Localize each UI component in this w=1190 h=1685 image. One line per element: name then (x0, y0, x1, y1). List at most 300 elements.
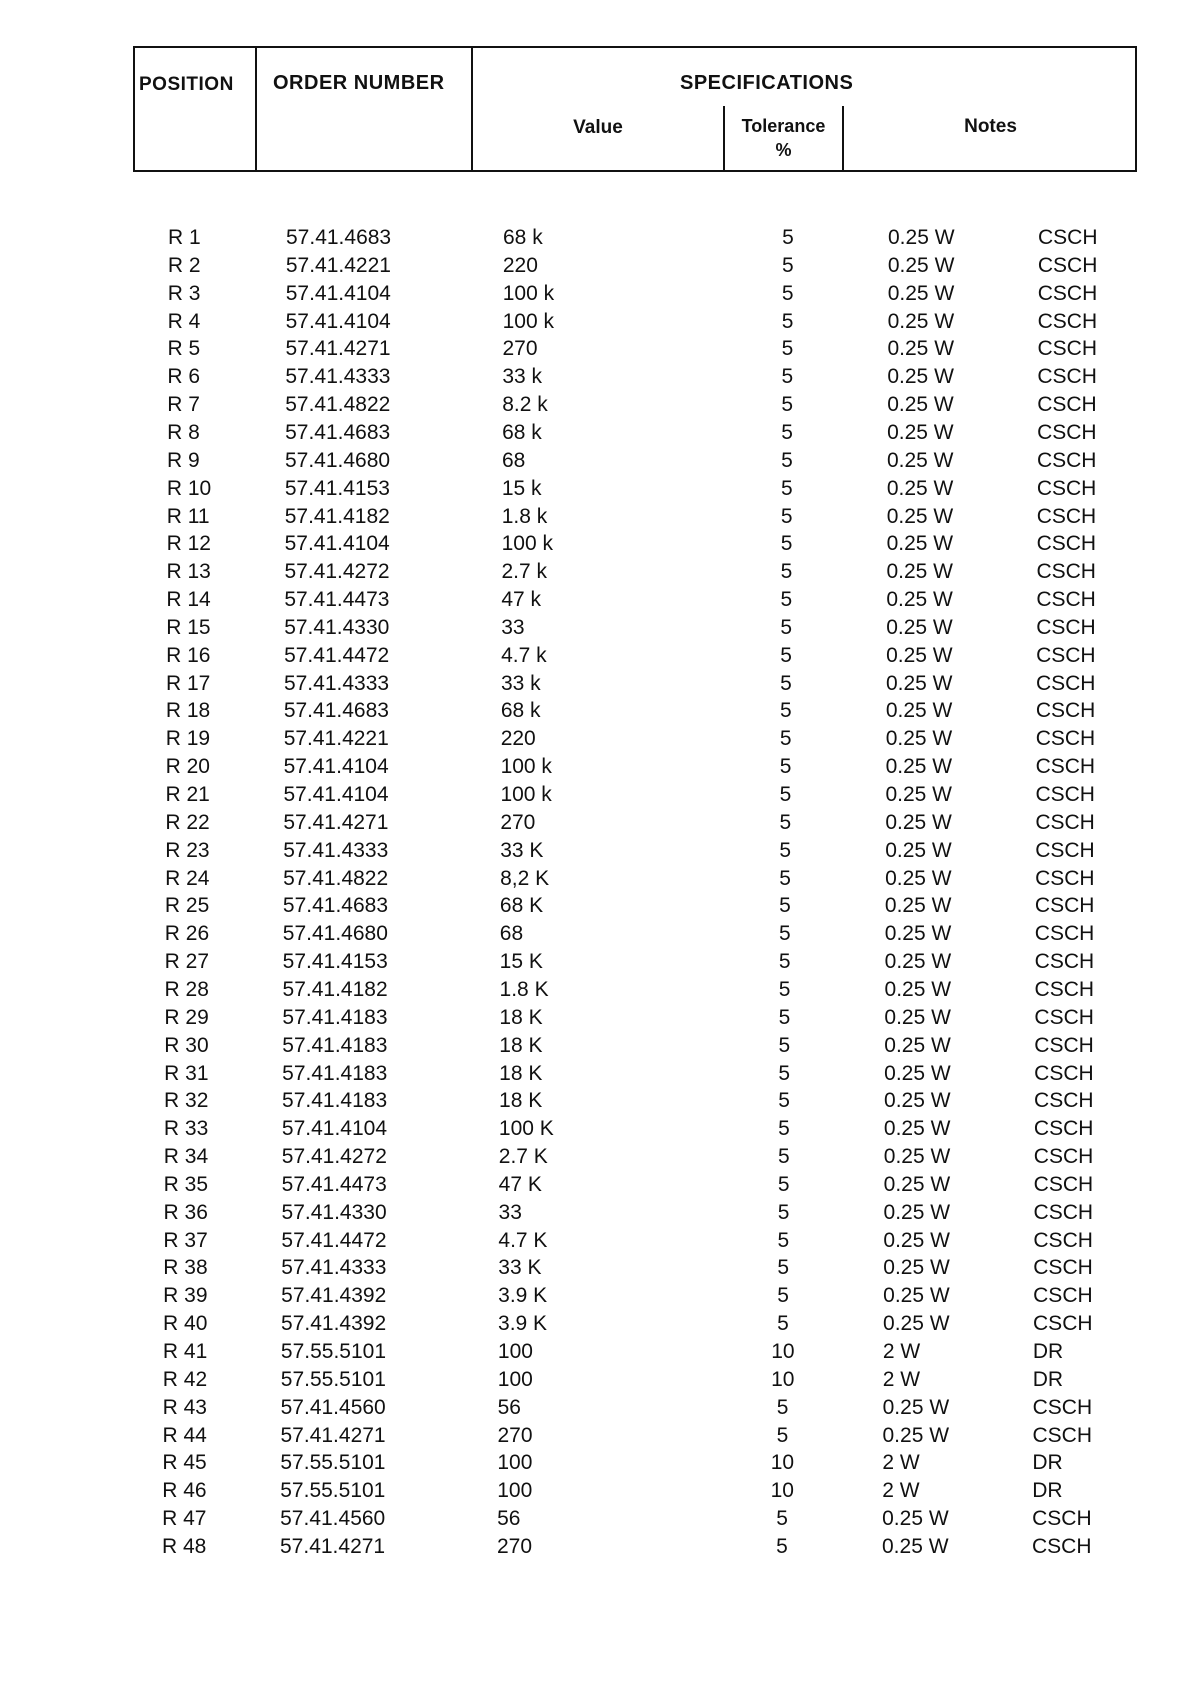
order-number-cell: 57.41.4560 (280, 1395, 386, 1419)
tolerance-cell: 5 (780, 504, 793, 528)
type-cell: CSCH (1035, 727, 1096, 751)
position-cell: R 5 (167, 337, 201, 361)
position-cell: R 22 (165, 810, 210, 834)
position-cell: R 43 (162, 1395, 207, 1419)
table-row (166, 753, 1126, 781)
position-cell: R 38 (163, 1256, 208, 1280)
position-cell: R 12 (166, 532, 211, 556)
power-cell: 0.25 W (887, 420, 954, 444)
order-number-cell: 57.41.4272 (284, 560, 390, 584)
tolerance-cell: 5 (779, 894, 791, 918)
power-cell: 0.25 W (882, 1507, 949, 1531)
position-cell: R 21 (165, 783, 210, 806)
table-row (163, 1422, 1123, 1450)
type-cell: CSCH (1033, 1117, 1094, 1141)
power-cell: 0.25 W (883, 1172, 951, 1196)
table-row (163, 1338, 1123, 1366)
order-number-cell: 57.41.4333 (281, 1256, 387, 1280)
tolerance-cell: 5 (778, 950, 791, 974)
order-number-cell: 57.41.4271 (285, 337, 391, 361)
tolerance-cell: 5 (777, 1284, 789, 1308)
table-row (163, 1366, 1123, 1394)
table-row (167, 363, 1127, 391)
position-cell: R 34 (163, 1145, 209, 1169)
position-cell: R 10 (166, 476, 212, 500)
order-number-cell: 57.41.4104 (281, 1117, 388, 1141)
type-cell: DR (1032, 1479, 1063, 1503)
tolerance-cell: 5 (778, 1089, 790, 1113)
value-cell: 3.9 K (498, 1312, 548, 1336)
position-cell: R 1 (168, 226, 201, 249)
order-number-cell: 57.41.4330 (281, 1200, 387, 1224)
value-cell: 100 k (500, 755, 552, 779)
header-notes: Notes (964, 116, 1017, 137)
value-cell: 15 k (501, 476, 542, 500)
power-cell: 0.25 W (886, 615, 953, 639)
table-row (166, 614, 1126, 642)
power-cell: 0.25 W (887, 393, 954, 417)
position-cell: R 2 (167, 253, 201, 277)
position-cell: R 3 (167, 281, 201, 305)
tolerance-cell: 5 (777, 1312, 789, 1336)
table-row (163, 1310, 1123, 1338)
value-cell: 1.8 K (499, 977, 549, 1001)
power-cell: 0.25 W (883, 1200, 951, 1224)
type-cell: CSCH (1036, 643, 1096, 667)
value-cell: 18 K (499, 1089, 543, 1113)
table-row (165, 948, 1125, 976)
tolerance-cell: 5 (782, 226, 794, 249)
power-cell: 0.25 W (885, 727, 953, 751)
value-cell: 100 (497, 1451, 533, 1475)
power-cell: 0.25 W (886, 560, 953, 584)
tolerance-cell: 5 (782, 253, 794, 277)
tolerance-cell: 5 (776, 1534, 788, 1558)
value-cell: 4.7 k (501, 643, 547, 667)
order-number-cell: 57.41.4183 (282, 1033, 388, 1057)
power-cell: 0.25 W (887, 337, 955, 361)
value-cell: 68 K (499, 894, 544, 918)
type-cell: CSCH (1037, 420, 1097, 444)
type-cell: CSCH (1037, 365, 1097, 389)
order-number-cell: 57.41.4104 (284, 532, 390, 556)
tolerance-cell: 5 (780, 560, 793, 584)
position-cell: R 4 (167, 309, 201, 333)
type-cell: CSCH (1038, 226, 1098, 249)
position-cell: R 42 (162, 1367, 208, 1391)
type-cell: CSCH (1034, 950, 1095, 974)
power-cell: 0.25 W (887, 309, 955, 333)
type-cell: CSCH (1034, 1089, 1094, 1113)
tolerance-cell: 5 (781, 420, 793, 444)
type-cell: CSCH (1036, 615, 1096, 639)
power-cell: 0.25 W (886, 476, 954, 500)
order-number-cell: 57.41.4683 (285, 420, 391, 444)
power-cell: 0.25 W (885, 783, 952, 806)
type-cell: CSCH (1033, 1228, 1093, 1252)
value-cell: 270 (497, 1423, 533, 1447)
value-cell: 33 K (500, 838, 544, 862)
tolerance-cell: 5 (781, 309, 794, 333)
tolerance-cell: 5 (778, 1117, 790, 1141)
type-cell: CSCH (1035, 699, 1096, 723)
value-cell: 220 (502, 253, 538, 277)
table-row (167, 419, 1127, 447)
value-cell: 3.9 K (498, 1284, 548, 1308)
order-number-cell: 57.41.4104 (283, 755, 389, 779)
position-cell: R 37 (163, 1228, 208, 1252)
table-row (166, 586, 1126, 614)
value-cell: 2.7 K (498, 1145, 548, 1169)
position-cell: R 45 (162, 1451, 207, 1475)
type-cell: CSCH (1036, 504, 1097, 528)
table-row (166, 558, 1126, 586)
position-cell: R 41 (162, 1340, 208, 1363)
table-row (165, 837, 1125, 865)
power-cell: 0.25 W (883, 1145, 951, 1169)
tolerance-cell: 5 (778, 922, 791, 946)
power-cell: 0.25 W (882, 1395, 950, 1419)
position-cell: R 24 (165, 866, 210, 890)
power-cell: 0.25 W (884, 977, 952, 1001)
tolerance-cell: 5 (779, 699, 792, 723)
table-row (165, 865, 1125, 893)
type-cell: CSCH (1037, 281, 1098, 305)
type-cell: CSCH (1037, 393, 1097, 417)
header-specifications: SPECIFICATIONS (680, 72, 854, 94)
power-cell: 0.25 W (886, 448, 954, 472)
header-tolerance: Tolerance (741, 116, 826, 136)
value-cell: 2.7 k (501, 560, 547, 584)
tolerance-cell: 5 (776, 1507, 788, 1531)
column-divider (255, 48, 257, 170)
power-cell: 0.25 W (883, 1117, 951, 1141)
type-cell: CSCH (1034, 1005, 1094, 1029)
order-number-cell: 57.41.4473 (281, 1172, 387, 1196)
type-cell: CSCH (1036, 560, 1096, 584)
table-row (163, 1227, 1123, 1255)
type-cell: CSCH (1034, 977, 1095, 1001)
type-cell: CSCH (1033, 1200, 1094, 1224)
table-row (166, 642, 1126, 670)
order-number-cell: 57.55.5101 (280, 1367, 386, 1391)
table-row (165, 920, 1125, 948)
value-cell: 220 (500, 727, 536, 751)
value-cell: 15 K (499, 950, 543, 974)
position-cell: R 39 (163, 1284, 208, 1308)
position-cell: R 47 (162, 1507, 207, 1531)
type-cell: CSCH (1033, 1256, 1093, 1280)
table-row (164, 1004, 1124, 1032)
position-cell: R 35 (163, 1172, 209, 1196)
tolerance-cell: 5 (777, 1200, 790, 1224)
power-cell: 2 W (882, 1340, 921, 1363)
order-number-cell: 57.41.4182 (282, 977, 388, 1001)
order-number-cell: 57.41.4221 (283, 727, 389, 751)
tolerance-cell: 5 (776, 1423, 789, 1447)
power-cell: 0.25 W (885, 755, 953, 779)
position-cell: R 13 (166, 560, 211, 584)
position-cell: R 8 (167, 420, 200, 444)
tolerance-cell: 5 (780, 643, 792, 667)
order-number-cell: 57.41.4272 (281, 1145, 387, 1169)
table-row (163, 1254, 1123, 1282)
value-cell: 270 (500, 810, 536, 834)
power-cell: 0.25 W (885, 866, 952, 890)
value-cell: 18 K (499, 1005, 543, 1029)
table-row (168, 280, 1128, 308)
type-cell: CSCH (1034, 1061, 1094, 1085)
order-number-cell: 57.41.4221 (285, 253, 391, 277)
position-cell: R 48 (162, 1534, 207, 1558)
order-number-cell: 57.55.5101 (280, 1479, 386, 1503)
tolerance-cell: 10 (771, 1340, 795, 1363)
order-number-cell: 57.41.4392 (281, 1284, 387, 1308)
type-cell: CSCH (1033, 1284, 1093, 1308)
position-cell: R 40 (163, 1312, 208, 1336)
position-cell: R 17 (165, 671, 211, 695)
table-row (166, 670, 1126, 698)
order-number-cell: 57.41.4104 (285, 281, 391, 305)
table-row (166, 725, 1126, 753)
table-row (164, 1060, 1124, 1088)
order-number-cell: 57.41.4182 (284, 504, 390, 528)
order-number-cell: 57.41.4104 (283, 783, 389, 806)
power-cell: 0.25 W (884, 1089, 951, 1113)
order-number-cell: 57.41.4683 (282, 894, 389, 918)
value-cell: 100 k (502, 309, 554, 333)
value-cell: 33 k (500, 671, 541, 695)
power-cell: 0.25 W (884, 1005, 951, 1029)
power-cell: 0.25 W (884, 1061, 951, 1085)
order-number-cell: 57.41.4822 (285, 393, 391, 417)
value-cell: 47 K (498, 1172, 542, 1196)
power-cell: 0.25 W (883, 1312, 950, 1336)
type-cell: CSCH (1034, 894, 1095, 918)
position-cell: R 19 (165, 727, 211, 751)
position-cell: R 11 (166, 504, 210, 528)
type-cell: CSCH (1035, 755, 1096, 779)
tolerance-cell: 10 (770, 1451, 795, 1475)
order-number-cell: 57.41.4392 (281, 1312, 387, 1336)
tolerance-cell: 10 (770, 1479, 794, 1503)
type-cell: CSCH (1032, 1507, 1092, 1531)
tolerance-cell: 5 (779, 783, 792, 806)
type-cell: CSCH (1036, 532, 1097, 556)
value-cell: 56 (497, 1395, 521, 1419)
power-cell: 0.25 W (884, 950, 952, 974)
position-cell: R 32 (164, 1089, 209, 1113)
order-number-cell: 57.55.5101 (280, 1451, 386, 1475)
position-cell: R 44 (162, 1423, 207, 1447)
tolerance-cell: 5 (779, 866, 791, 890)
order-number-cell: 57.41.4183 (282, 1005, 388, 1029)
power-cell: 0.25 W (883, 1284, 950, 1308)
power-cell: 0.25 W (888, 226, 955, 249)
table-row (162, 1533, 1122, 1561)
tolerance-cell: 5 (780, 615, 793, 639)
order-number-cell: 57.41.4104 (285, 309, 391, 333)
power-cell: 0.25 W (886, 588, 953, 612)
table-row (165, 892, 1125, 920)
order-number-cell: 57.41.4473 (284, 588, 390, 612)
table-row (165, 809, 1125, 837)
power-cell: 0.25 W (886, 643, 953, 667)
position-cell: R 16 (166, 643, 211, 667)
table-row (164, 1115, 1124, 1143)
order-number-cell: 57.41.4333 (283, 671, 390, 695)
order-number-cell: 57.41.4330 (284, 615, 390, 639)
type-cell: DR (1032, 1367, 1064, 1391)
order-number-cell: 57.41.4153 (282, 950, 388, 974)
power-cell: 0.25 W (884, 1033, 951, 1057)
table-row (167, 335, 1127, 363)
tolerance-cell: 5 (777, 1256, 790, 1280)
order-number-cell: 57.41.4683 (286, 226, 392, 249)
position-cell: R 29 (164, 1005, 209, 1029)
power-cell: 2 W (882, 1451, 920, 1475)
order-number-cell: 57.41.4333 (285, 365, 391, 389)
value-cell: 100 k (502, 281, 555, 305)
header-order-number: ORDER NUMBER (273, 72, 445, 94)
value-cell: 8,2 K (500, 866, 550, 890)
type-cell: CSCH (1037, 253, 1098, 277)
type-cell: CSCH (1033, 1172, 1094, 1196)
table-row (163, 1394, 1123, 1422)
position-cell: R 33 (163, 1117, 209, 1141)
type-cell: DR (1032, 1451, 1063, 1475)
power-cell: 0.25 W (887, 281, 955, 305)
table-row (164, 1143, 1124, 1171)
table-row (167, 530, 1127, 558)
table-row (167, 391, 1127, 419)
table-row (165, 781, 1125, 809)
value-cell: 68 (501, 448, 526, 472)
position-cell: R 31 (164, 1061, 209, 1085)
value-cell: 68 (499, 922, 524, 946)
type-cell: CSCH (1032, 1395, 1093, 1419)
type-cell: CSCH (1036, 588, 1096, 612)
value-cell: 8.2 k (502, 393, 548, 417)
value-cell: 33 (498, 1200, 522, 1224)
tolerance-cell: 5 (781, 281, 794, 305)
tolerance-cell: 5 (778, 1061, 790, 1085)
tolerance-cell: 5 (777, 1145, 790, 1169)
order-number-cell: 57.41.4472 (284, 643, 390, 667)
value-cell: 33 K (498, 1256, 542, 1280)
type-cell: CSCH (1035, 671, 1096, 695)
value-cell: 18 K (499, 1061, 543, 1085)
value-cell: 18 K (499, 1033, 543, 1057)
table-row (164, 1199, 1124, 1227)
tolerance-cell: 5 (776, 1395, 789, 1419)
position-cell: R 46 (162, 1479, 207, 1503)
table-row (166, 697, 1126, 725)
position-cell: R 23 (165, 838, 210, 862)
power-cell: 0.25 W (885, 810, 952, 834)
order-number-cell: 57.41.4683 (283, 699, 389, 723)
order-number-cell: 57.41.4271 (280, 1534, 386, 1558)
tolerance-cell: 5 (781, 476, 793, 500)
tolerance-cell: 5 (781, 337, 794, 361)
value-cell: 1.8 k (501, 504, 548, 528)
power-cell: 0.25 W (885, 671, 953, 695)
value-cell: 100 K (498, 1117, 554, 1141)
type-cell: DR (1032, 1340, 1064, 1363)
position-cell: R 26 (164, 922, 210, 946)
tolerance-cell: 5 (779, 810, 792, 834)
order-number-cell: 57.41.4271 (280, 1423, 386, 1447)
tolerance-cell: 5 (777, 1228, 790, 1252)
position-cell: R 9 (166, 448, 200, 472)
table-row (164, 1087, 1124, 1115)
value-cell: 68 k (500, 699, 541, 723)
value-cell: 68 k (503, 226, 543, 249)
power-cell: 0.25 W (884, 922, 952, 946)
power-cell: 0.25 W (883, 1228, 950, 1252)
tolerance-cell: 5 (780, 532, 793, 556)
order-number-cell: 57.41.4680 (284, 448, 391, 472)
tolerance-cell: 5 (778, 1033, 791, 1057)
order-number-cell: 57.41.4271 (283, 810, 389, 834)
power-cell: 0.25 W (887, 365, 954, 389)
power-cell: 2 W (882, 1367, 921, 1391)
position-cell: R 20 (165, 755, 210, 779)
order-number-cell: 57.41.4183 (282, 1089, 388, 1113)
order-number-cell: 57.41.4333 (283, 838, 389, 862)
type-cell: CSCH (1035, 838, 1095, 862)
table-row (167, 475, 1127, 503)
power-cell: 0.25 W (886, 532, 954, 556)
value-cell: 100 k (501, 532, 553, 556)
tolerance-cell: 5 (778, 1005, 791, 1029)
position-cell: R 28 (164, 977, 209, 1001)
value-cell: 270 (502, 337, 538, 361)
position-cell: R 18 (165, 699, 211, 723)
order-number-cell: 57.41.4680 (282, 922, 388, 946)
type-cell: CSCH (1032, 1423, 1093, 1447)
value-cell: 33 k (502, 365, 543, 389)
order-number-cell: 57.41.4153 (284, 476, 390, 500)
header-position: POSITION (139, 74, 234, 95)
type-cell: CSCH (1034, 1033, 1094, 1057)
type-cell: CSCH (1034, 922, 1095, 946)
value-cell: 100 (497, 1367, 533, 1391)
table-header (133, 46, 1137, 172)
tolerance-cell: 5 (781, 448, 793, 472)
value-cell: 100 (497, 1340, 533, 1363)
type-cell: CSCH (1036, 448, 1097, 472)
type-cell: CSCH (1037, 309, 1098, 333)
tolerance-cell: 5 (781, 365, 794, 389)
power-cell: 0.25 W (885, 699, 953, 723)
table-row (168, 252, 1128, 280)
table-row (164, 1171, 1124, 1199)
position-cell: R 25 (164, 894, 210, 918)
tolerance-cell: 5 (780, 671, 792, 695)
type-cell: CSCH (1035, 810, 1095, 834)
position-cell: R 7 (167, 393, 200, 417)
type-cell: CSCH (1037, 337, 1097, 361)
value-cell: 33 (501, 615, 525, 639)
power-cell: 0.25 W (884, 894, 952, 918)
table-row (162, 1477, 1122, 1505)
table-row (165, 976, 1125, 1004)
column-divider (471, 48, 473, 170)
position-cell: R 27 (164, 950, 210, 974)
power-cell: 0.25 W (885, 838, 952, 862)
order-number-cell: 57.55.5101 (280, 1340, 386, 1363)
